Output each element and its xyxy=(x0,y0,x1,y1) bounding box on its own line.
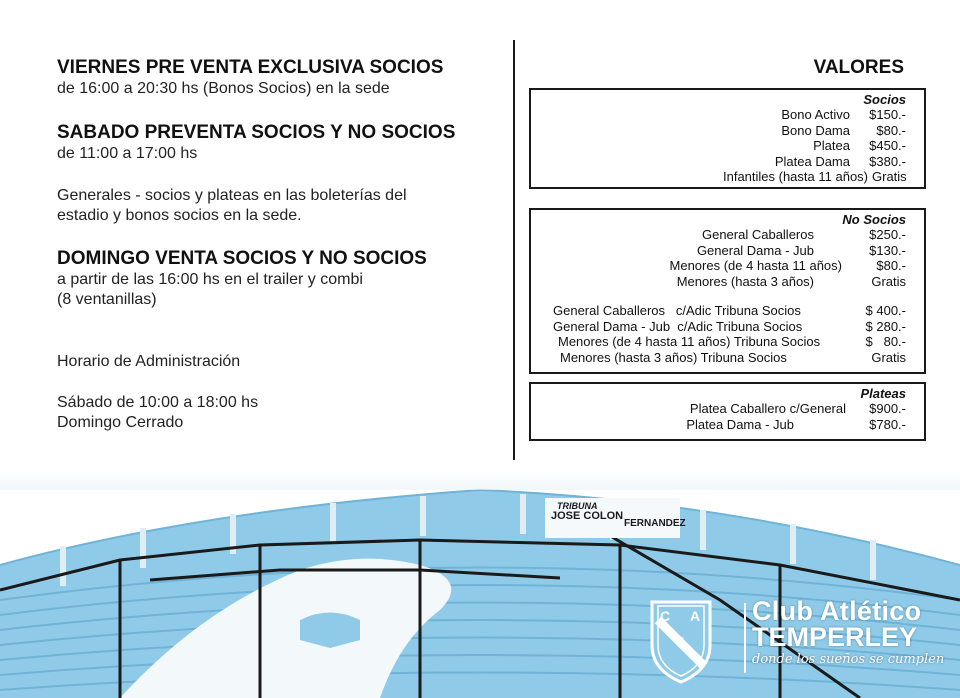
valores-title: VALORES xyxy=(813,57,904,78)
club-name-line2: TEMPERLEY xyxy=(752,622,918,652)
socios-heading: Socios xyxy=(863,92,906,107)
admin-hours-saturday: Sábado de 10:00 a 18:00 hs xyxy=(57,394,259,411)
plateas-price-box xyxy=(529,382,926,441)
shield-letter-c: C xyxy=(660,608,671,624)
general-info-line1: Generales - socios y plateas en las boleterías del xyxy=(57,187,407,204)
price-row xyxy=(531,258,924,274)
price-label: Menores (de 4 hasta 11 años) xyxy=(669,258,842,273)
price-row xyxy=(553,303,924,319)
plateas-heading: Plateas xyxy=(860,386,906,401)
price-label: Bono Dama xyxy=(781,122,850,138)
price-value: $ 80.- xyxy=(865,334,906,349)
price-row xyxy=(531,227,924,243)
price-row xyxy=(531,154,924,170)
saturday-title: SABADO PREVENTA SOCIOS Y NO SOCIOS xyxy=(57,122,456,143)
no-socios-heading: No Socios xyxy=(842,212,906,227)
price-label: General Caballeros c/Adic Tribuna Socios xyxy=(553,303,801,318)
price-label: Menores (de 4 hasta 11 años) Tribuna Socios xyxy=(558,334,821,349)
price-value: $380.- xyxy=(869,153,906,169)
price-value: $ 400.- xyxy=(865,303,906,318)
tribuna-sign-name-2: FERNANDEZ xyxy=(624,518,686,529)
logo-divider xyxy=(744,603,746,673)
socios-price-box xyxy=(529,88,926,189)
price-row xyxy=(531,107,924,123)
price-value: $130.- xyxy=(869,242,906,258)
price-value: $250.- xyxy=(869,227,906,242)
price-label: General Dama - Jub c/Adic Tribuna Socios xyxy=(553,318,803,334)
price-label: Platea Caballero c/General xyxy=(689,401,846,416)
price-value: Gratis xyxy=(871,349,906,365)
price-row xyxy=(553,350,924,366)
price-label: Menores (hasta 3 años) xyxy=(676,273,814,289)
club-slogan: donde los sueños se cumplen xyxy=(752,652,945,667)
price-row xyxy=(553,319,924,335)
price-row xyxy=(553,334,924,350)
saturday-hours: de 11:00 a 17:00 hs xyxy=(57,145,198,162)
price-row xyxy=(531,401,924,417)
admin-hours-sunday: Domingo Cerrado xyxy=(57,414,184,431)
price-row xyxy=(531,417,924,433)
price-label: Bono Activo xyxy=(781,107,850,122)
sunday-hours-line1: a partir de las 16:00 hs en el trailer y combi xyxy=(57,271,363,288)
price-value: $900.- xyxy=(869,401,906,416)
price-row xyxy=(531,123,924,139)
vertical-divider xyxy=(513,40,515,460)
friday-title: VIERNES PRE VENTA EXCLUSIVA SOCIOS xyxy=(57,57,444,78)
club-name-line1: Club Atlético xyxy=(752,596,922,626)
shield-letter-a: A xyxy=(690,608,701,624)
sunday-title: DOMINGO VENTA SOCIOS Y NO SOCIOS xyxy=(57,248,427,269)
price-label: Platea Dama xyxy=(774,153,850,169)
price-value: $150.- xyxy=(869,107,906,122)
shield-letter-t: T xyxy=(675,634,684,650)
price-label: General Dama - Jub xyxy=(696,242,814,258)
price-label: Infantiles (hasta 11 años) xyxy=(722,169,868,184)
general-info-line2: estadio y bonos socios en la sede. xyxy=(57,207,302,224)
tribuna-sign-name-1: JOSE COLON xyxy=(551,510,624,522)
price-label: Platea xyxy=(813,138,850,153)
price-value: Gratis xyxy=(872,169,907,184)
no-socios-price-box xyxy=(529,208,926,374)
price-label: General Caballeros xyxy=(701,227,814,242)
price-value: $780.- xyxy=(869,416,906,432)
sunday-hours-line2: (8 ventanillas) xyxy=(57,291,157,308)
price-value: Gratis xyxy=(871,273,906,289)
price-row xyxy=(531,138,924,154)
price-value: $ 280.- xyxy=(865,318,906,334)
price-value: $80.- xyxy=(876,258,906,273)
admin-hours-title: Horario de Administración xyxy=(57,353,241,370)
tribuna-sign-label: TRIBUNA xyxy=(557,501,598,511)
schedule-column xyxy=(57,56,487,433)
friday-hours: de 16:00 a 20:30 hs (Bonos Socios) en la sede xyxy=(57,80,390,97)
price-row xyxy=(531,243,924,259)
price-value: $450.- xyxy=(869,138,906,153)
price-label: Menores (hasta 3 años) Tribuna Socios xyxy=(560,349,787,365)
price-label: Platea Dama - Jub xyxy=(686,416,794,432)
price-row xyxy=(531,169,924,185)
price-value: $80.- xyxy=(876,122,906,138)
price-row xyxy=(531,274,924,290)
